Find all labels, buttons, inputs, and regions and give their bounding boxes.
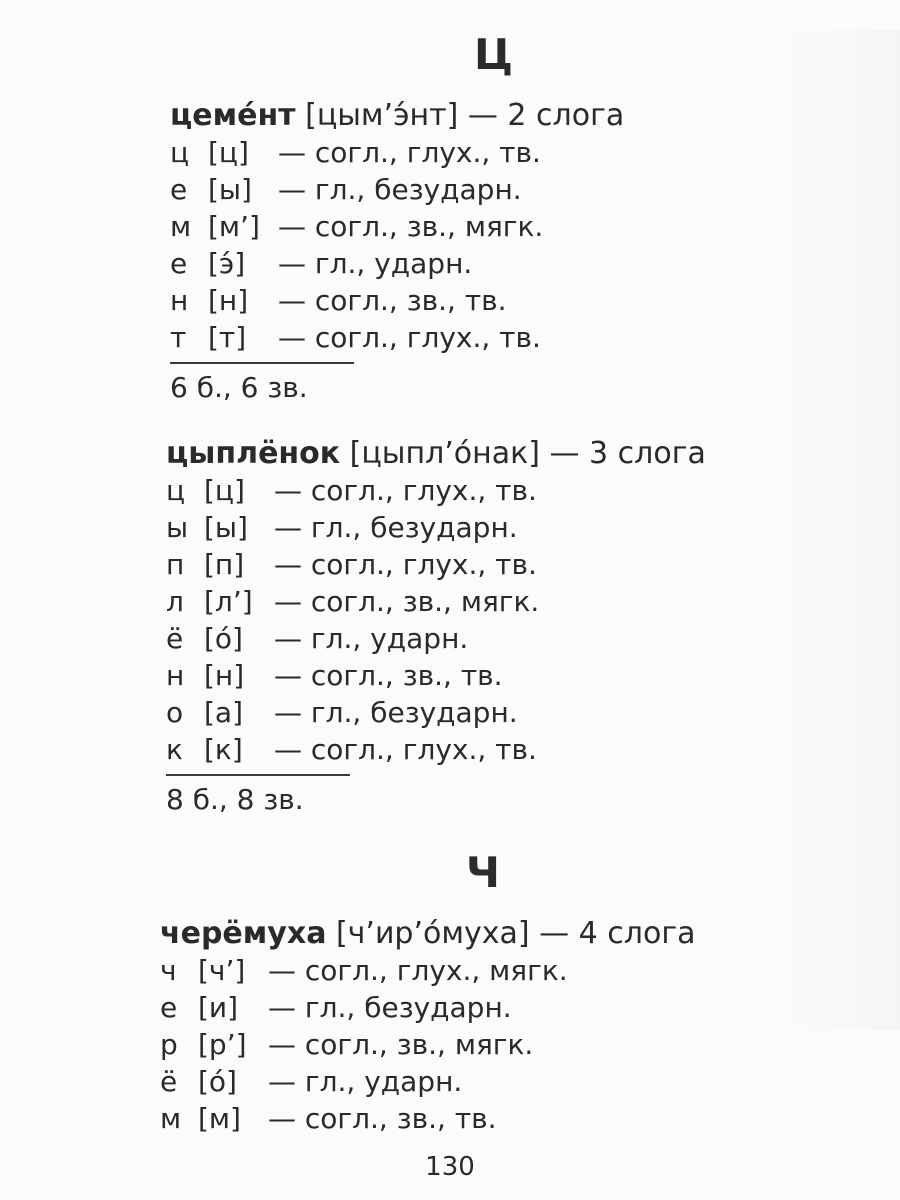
description-cell: — согл., зв., мягк. [278,210,544,243]
phoneme-row [160,952,695,989]
description-cell: — гл., ударн. [268,1065,463,1098]
entry-transcription: [цыпл’о́нак] — 3 слога [340,436,706,471]
entry-total: 8 б., 8 зв. [166,783,304,816]
letter-cell: ё [166,622,184,655]
entry-headline [166,436,706,472]
phoneme-row [166,731,706,768]
phoneme-row [170,171,624,208]
description-cell: — согл., глух., тв. [278,136,541,169]
letter-cell: е [160,991,178,1024]
sound-cell: [л’] [204,585,253,618]
sound-cell: [ц] [208,136,249,169]
bleed-through-shadow [780,30,900,1030]
entry-tsement [170,98,624,406]
sound-cell: [ы] [208,173,252,206]
summary-divider [166,774,350,776]
entry-word: черёмуха [160,916,327,951]
letter-cell: н [166,659,185,692]
description-cell: — согл., зв., мягк. [268,1028,534,1061]
phoneme-row [170,134,624,171]
letter-cell: р [160,1028,178,1061]
letter-cell: м [170,210,192,243]
description-cell: — согл., зв., тв. [274,659,503,692]
letter-cell: т [170,321,187,354]
letter-cell: е [170,247,188,280]
description-cell: — гл., ударн. [278,247,473,280]
letter-cell: н [170,284,189,317]
letter-cell: ё [160,1065,178,1098]
letter-cell: е [170,173,188,206]
sound-cell: [ч’] [198,954,246,987]
phoneme-row [166,694,706,731]
phoneme-row [160,989,695,1026]
letter-cell: ы [166,511,189,544]
phoneme-row [160,1063,695,1100]
description-cell: — согл., глух., тв. [274,548,537,581]
sound-cell: [т] [208,321,247,354]
description-cell: — согл., глух., тв. [274,733,537,766]
entry-transcription: [цым’э́нт] — 2 слога [295,98,625,133]
description-cell: — согл., зв., мягк. [274,585,540,618]
sound-cell: [п] [204,548,245,581]
letter-cell: м [160,1102,182,1135]
page-number: 130 [425,1152,475,1182]
sound-cell: [м’] [208,210,260,243]
section-letter-ch: Ч [466,848,500,897]
sound-cell: [р’] [198,1028,247,1061]
phoneme-row [166,657,706,694]
phoneme-row [166,583,706,620]
summary-divider [170,362,354,364]
letter-cell: ц [170,136,190,169]
phoneme-row [160,1100,695,1137]
phoneme-row [166,620,706,657]
sound-cell: [к] [204,733,243,766]
letter-cell: л [166,585,184,618]
phoneme-row [166,546,706,583]
phoneme-row [170,282,624,319]
description-cell: — согл., глух., тв. [278,321,541,354]
entry-headline [170,98,624,134]
phoneme-row [166,472,706,509]
sound-cell: [о́] [198,1065,237,1098]
entry-tsyplyonok [166,436,706,818]
sound-cell: [н] [208,284,249,317]
sound-cell: [э́] [208,247,246,280]
description-cell: — согл., глух., тв. [274,474,537,507]
entry-word: цыплёнок [166,436,341,471]
description-cell: — гл., безударн. [274,511,518,544]
phoneme-row [170,319,624,356]
letter-cell: ц [166,474,186,507]
phoneme-row [170,208,624,245]
sound-cell: [о́] [204,622,243,655]
entry-headline [160,916,695,952]
letter-cell: ч [160,954,177,987]
description-cell: — гл., безударн. [278,173,522,206]
entry-word: цеме́нт [170,98,296,133]
sound-cell: [н] [204,659,245,692]
description-cell: — гл., ударн. [274,622,469,655]
letter-cell: о [166,696,184,729]
entry-transcription: [ч’ир’о́муха] — 4 слога [326,916,696,951]
description-cell: — согл., глух., мягк. [268,954,568,987]
phoneme-row [166,509,706,546]
sound-cell: [ы] [204,511,248,544]
sound-cell: [ц] [204,474,245,507]
phoneme-row [160,1026,695,1063]
description-cell: — гл., безударн. [268,991,512,1024]
sound-cell: [а] [204,696,244,729]
description-cell: — согл., зв., тв. [278,284,507,317]
letter-cell: к [166,733,183,766]
letter-cell: п [166,548,185,581]
sound-cell: [м] [198,1102,241,1135]
phoneme-row [170,245,624,282]
entry-total: 6 б., 6 зв. [170,371,308,404]
entry-cheryomukha [160,916,695,1137]
section-letter-ts: Ц [474,30,513,79]
description-cell: — согл., зв., тв. [268,1102,497,1135]
description-cell: — гл., безударн. [274,696,518,729]
sound-cell: [и] [198,991,239,1024]
